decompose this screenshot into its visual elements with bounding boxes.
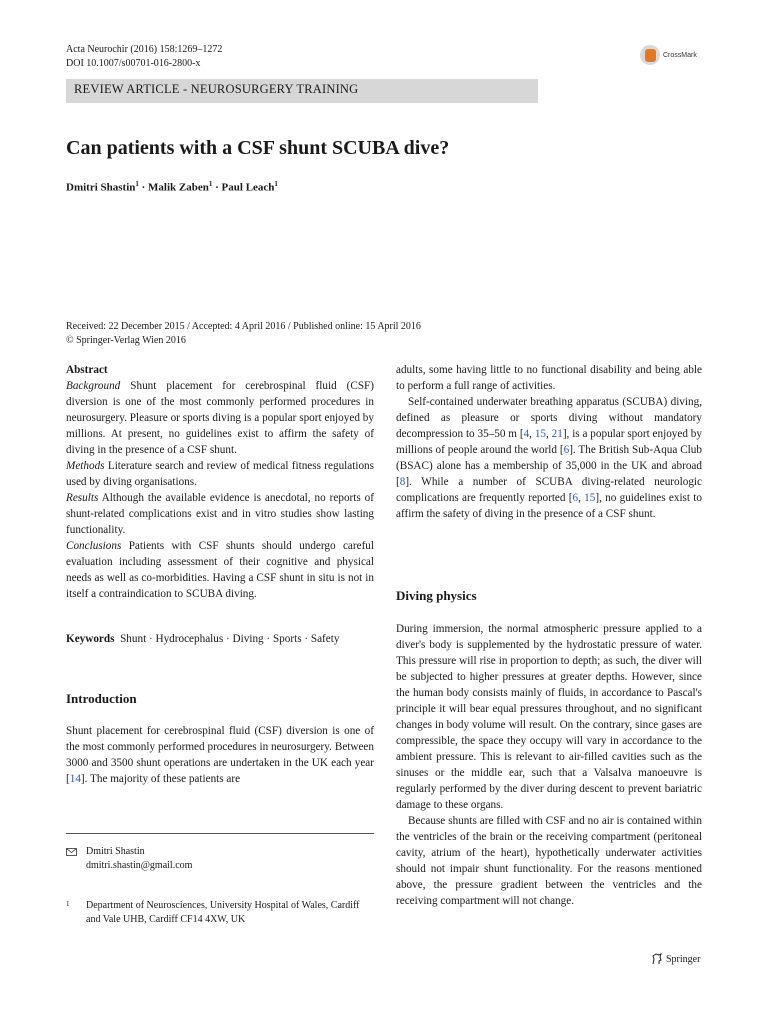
- text-part: ]. The British Sub-Aqua Club (BSAC) alone has a membership of 35,000 in the UK and abroad [: [396, 444, 702, 488]
- introduction-heading: Introduction: [66, 691, 137, 706]
- text-part: ,: [578, 492, 585, 504]
- text-part: ,: [529, 428, 535, 440]
- abstract-methods-label: Methods: [66, 460, 105, 472]
- citation-link[interactable]: 15: [534, 428, 546, 440]
- author-name[interactable]: Paul Leach: [221, 181, 275, 194]
- citation-link[interactable]: 21: [551, 428, 563, 440]
- author-name[interactable]: Malik Zaben: [148, 181, 209, 194]
- crossmark-icon: [640, 45, 660, 65]
- diving-physics-text: [396, 621, 702, 909]
- article-type-banner: REVIEW ARTICLE - NEUROSURGERY TRAINING: [66, 79, 538, 103]
- affiliation-number: 1: [66, 900, 70, 908]
- publisher-logo: [651, 953, 700, 965]
- author-affil: 1: [208, 180, 213, 188]
- abstract-conclusions: Patients with CSF shunts should undergo careful evaluation including assessment of their cognitive and physical needs as well as co-morbidities. Having a CSF shunt in situ is not in itself a contraindication to SCUBA diving.: [66, 540, 374, 600]
- abstract: [66, 362, 374, 602]
- text-part: ,: [546, 428, 552, 440]
- paragraph: adults, some having little to no functional disability and being able to perform a full range of activities.: [396, 364, 702, 392]
- publisher-name: Springer: [666, 953, 701, 965]
- abstract-results-label: Results: [66, 492, 99, 504]
- journal-citation: Acta Neurochir (2016) 158:1269–1272: [66, 44, 223, 55]
- keywords-label: Keywords: [66, 633, 115, 645]
- springer-horse-icon: [651, 953, 663, 965]
- author-separator: ·: [141, 181, 146, 194]
- article-dates: Received: 22 December 2015 / Accepted: 4 April 2016 / Published online: 15 April 2016: [66, 321, 421, 332]
- author-name[interactable]: Dmitri Shastin: [66, 181, 136, 194]
- citation-link[interactable]: 6: [563, 444, 570, 456]
- text-part: ]. While a number of SCUBA diving-related neurologic complications are frequently reported [: [396, 476, 702, 504]
- author-separator: ·: [215, 181, 219, 194]
- envelope-icon: [66, 848, 77, 856]
- author-affil: 1: [274, 180, 278, 188]
- author-affil: 1: [135, 180, 139, 188]
- keywords-list: Shunt · Hydrocephalus · Diving · Sports · Safety: [120, 633, 340, 645]
- text-part: ], is a popular sport enjoyed by millions of people around the world [: [396, 428, 702, 456]
- citation-link[interactable]: 4: [523, 428, 530, 440]
- text-part: ], no guidelines exist to affirm the safety of diving in the presence of a CSF shunt.: [396, 492, 702, 520]
- keywords: [66, 631, 374, 647]
- intro-text-part: ]. The majority of these patients are: [80, 773, 241, 785]
- citation-link[interactable]: 14: [69, 773, 81, 785]
- paragraph: [396, 394, 702, 522]
- paragraph: Because shunts are filled with CSF and no air is contained within the ventricles of the brain or the receiving compartment (peritoneal cavity, atrium of the heart), hypothetically underwater activities should not impair shunt functionality. For the reasons mentioned above, the pressure gradient between the ventricles and the receiving compartment will not change.: [396, 815, 702, 907]
- paragraph: During immersion, the normal atmospheric pressure applied to a diver's body is supplemented by the hydrostatic pressure of water. This pressure will rise in proportion to depth; as such, the diver will be subjected to higher pressures at greater depths. However, since the human body consists mainly of fluids, in accordance to Pascal's principle it will bear equal pressures throughout, and no significant changes in body volume will result. On the contrary, since gases are compressible, the space they occupy will vary in accordance to the ambient pressure. This is relevant to air-filled cavities such as the sinuses or the middle ear, such that a Valsalva manoeuvre is regularly performed by the diver during descent to prevent bariatric damage to these organs.: [396, 623, 702, 811]
- copyright: © Springer-Verlag Wien 2016: [66, 335, 186, 346]
- text-part: Self-contained underwater breathing apparatus (SCUBA) diving, defined as pleasure or sports diving without mandatory decompression to 35–50 m [: [396, 396, 702, 440]
- abstract-heading: Abstract: [66, 364, 108, 376]
- abstract-background-label: Background: [66, 380, 121, 392]
- right-column-text: [396, 362, 702, 522]
- crossmark-badge[interactable]: [640, 45, 697, 65]
- diving-physics-heading: Diving physics: [396, 588, 477, 603]
- correspondence-email[interactable]: dmitri.shastin@gmail.com: [86, 860, 193, 871]
- abstract-methods: Literature search and review of medical fitness regulations used by diving organisations.: [66, 460, 374, 488]
- citation-link[interactable]: 15: [584, 492, 596, 504]
- intro-text-part: Shunt placement for cerebrospinal fluid (CSF) diversion is one of the most commonly performed procedures in neurosurgery. Between 3000 and 3500 shunt operations are undertaken in the UK each year [: [66, 725, 374, 785]
- abstract-conclusions-label: Conclusions: [66, 540, 122, 552]
- author-list: [66, 180, 278, 194]
- crossmark-label: CrossMark: [663, 51, 697, 59]
- introduction-text: [66, 723, 374, 787]
- footnote-divider: [66, 833, 374, 834]
- article-title: Can patients with a CSF shunt SCUBA dive?: [66, 137, 450, 159]
- doi[interactable]: DOI 10.1007/s00701-016-2800-x: [66, 58, 201, 69]
- abstract-background: Shunt placement for cerebrospinal fluid (CSF) diversion is one of the most commonly performed procedures in neurosurgery. Pleasure or sports diving is a popular sport enjoyed by millions. At present, no guidelines exist to affirm the safety of diving in the presence of a CSF shunt.: [66, 380, 375, 456]
- citation-link[interactable]: 6: [572, 492, 579, 504]
- abstract-results: Although the available evidence is anecdotal, no reports of shunt-related complications exist and in vitro studies show lasting functionality.: [66, 492, 375, 536]
- citation-link[interactable]: 8: [399, 476, 406, 488]
- affiliation-text: Department of Neurosciences, University Hospital of Wales, Cardiff and Vale UHB, Cardiff CF14 4XW, UK: [86, 900, 360, 925]
- correspondence-name: Dmitri Shastin: [86, 846, 145, 857]
